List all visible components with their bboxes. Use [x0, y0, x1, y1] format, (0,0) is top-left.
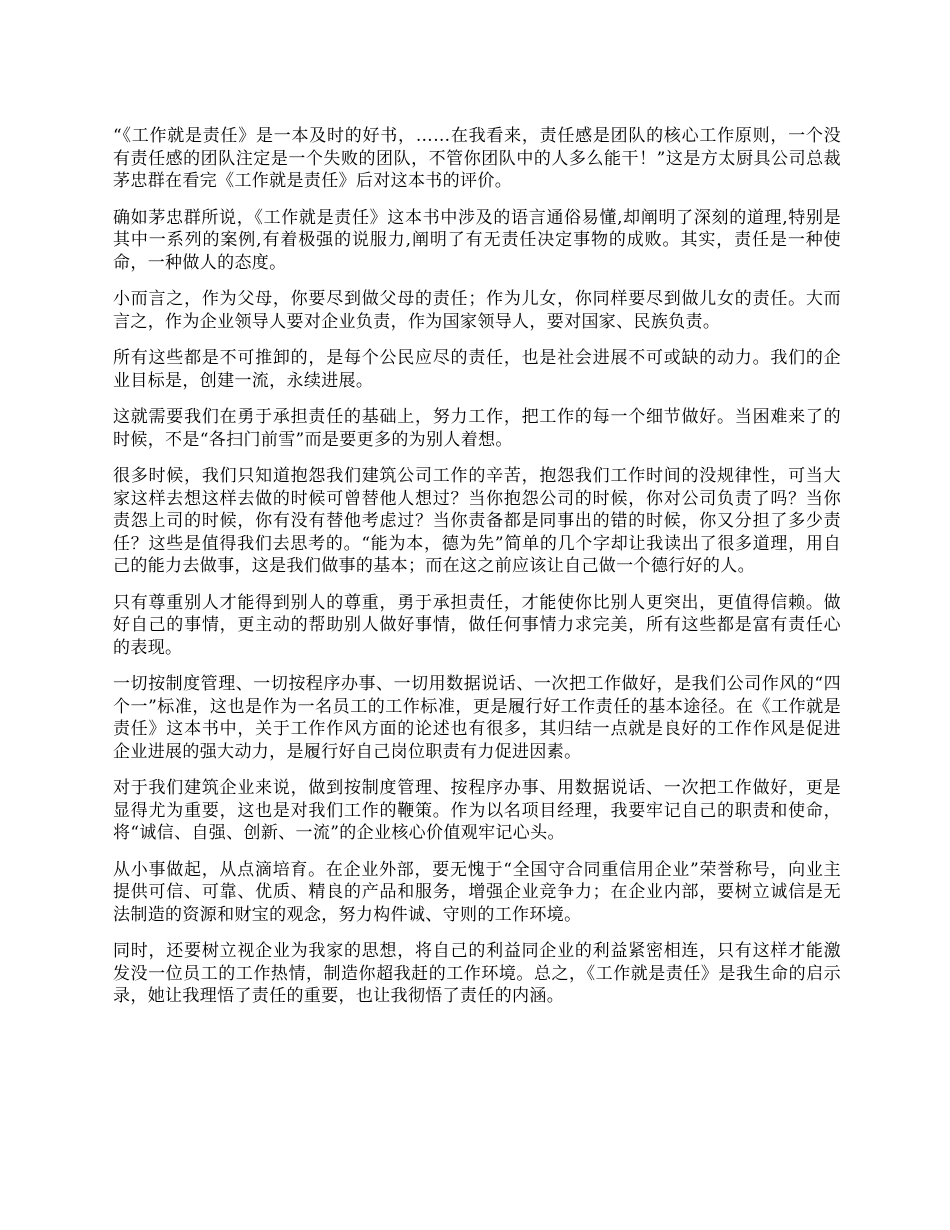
document-body [113, 125, 841, 1022]
paragraph-6: 很多时候，我们只知道抱怨我们建筑公司工作的辛苦，抱怨我们工作时间的没规律性，可当大家这样去想这样去做的时候可曾替他人想过？当你抱怨公司的时候，你对公司负责了吗？当你责怨上司的时候，你有没有替他考虑过？当你责备都是同事出的错的时候，你又分担了多少责任？这些是值得我们去思考的。“能为本，德为先”简单的几个字却让我读出了很多道理，用自己的能力去做事，这是我们做事的基本；而在这之前应该让自己做一个德行好的人。 [113, 466, 841, 576]
paragraph-1: “《工作就是责任》是一本及时的好书，……在我看来，责任感是团队的核心工作原则，一个没有责任感的团队注定是一个失败的团队，不管你团队中的人多么能干！”这是方太厨具公司总裁茅忠群在看完《工作就是责任》后对这本书的评价。 [113, 126, 841, 191]
paragraph-4: 所有这些都是不可推卸的，是每个公民应尽的责任，也是社会进展不可或缺的动力。我们的企业目标是，创建一流，永续进展。 [113, 348, 841, 391]
paragraph-5: 这就需要我们在勇于承担责任的基础上，努力工作，把工作的每一个细节做好。当困难来了的时候，不是“各扫门前雪”而是要更多的为别人着想。 [113, 407, 841, 450]
paragraph-10: 从小事做起，从点滴培育。在企业外部，要无愧于“全国守合同重信用企业”荣誉称号，向业主提供可信、可靠、优质、精良的产品和服务，增强企业竞争力；在企业内部，要树立诚信是无法制造的资源和财宝的观念，努力构件诚、守则的工作环境。 [113, 859, 841, 925]
paragraph-9: 对于我们建筑企业来说，做到按制度管理、按程序办事、用数据说话、一次把工作做好，更是显得尤为重要，这也是对我们工作的鞭策。作为以名项目经理，我要牢记自己的职责和使命，将“诚信、自强、创新、一流”的企业核心价值观牢记心头。 [113, 778, 841, 843]
paragraph-8: 一切按制度管理、一切按程序办事、一切用数据说话、一次把工作做好，是我们公司作风的“四个一”标准，这也是作为一名员工的工作标准，更是履行好工作责任的基本途径。在《工作就是责任》这本书中，关于工作作风方面的论述也有很多，其归结一点就是良好的工作作风是促进企业进展的强大动力，是履行好自己岗位职责有力促进因素。 [113, 674, 841, 762]
paragraph-2: 确如茅忠群所说，《工作就是责任》这本书中涉及的语言通俗易懂,却阐明了深刻的道理,特别是其中一系列的案例,有着极强的说服力,阐明了有无责任决定事物的成败。其实，责任是一种使命，一种做人的态度。 [113, 207, 841, 273]
paragraph-7: 只有尊重别人才能得到别人的尊重，勇于承担责任，才能使你比别人更突出，更值得信赖。做好自己的事情，更主动的帮助别人做好事情，做任何事情力求完美，所有这些都是富有责任心的表现。 [113, 592, 841, 658]
paragraph-11: 同时，还要树立视企业为我家的思想，将自己的利益同企业的利益紧密相连，只有这样才能激发没一位员工的工作热情，制造你超我赶的工作环境。总之，《工作就是责任》是我生命的启示录，她让我理悟了责任的重要，也让我彻悟了责任的内涵。 [113, 941, 841, 1006]
paragraph-3: 小而言之，作为父母，你要尽到做父母的责任；作为儿女，你同样要尽到做儿女的责任。大而言之，作为企业领导人要对企业负责，作为国家领导人，要对国家、民族负责。 [113, 289, 841, 332]
